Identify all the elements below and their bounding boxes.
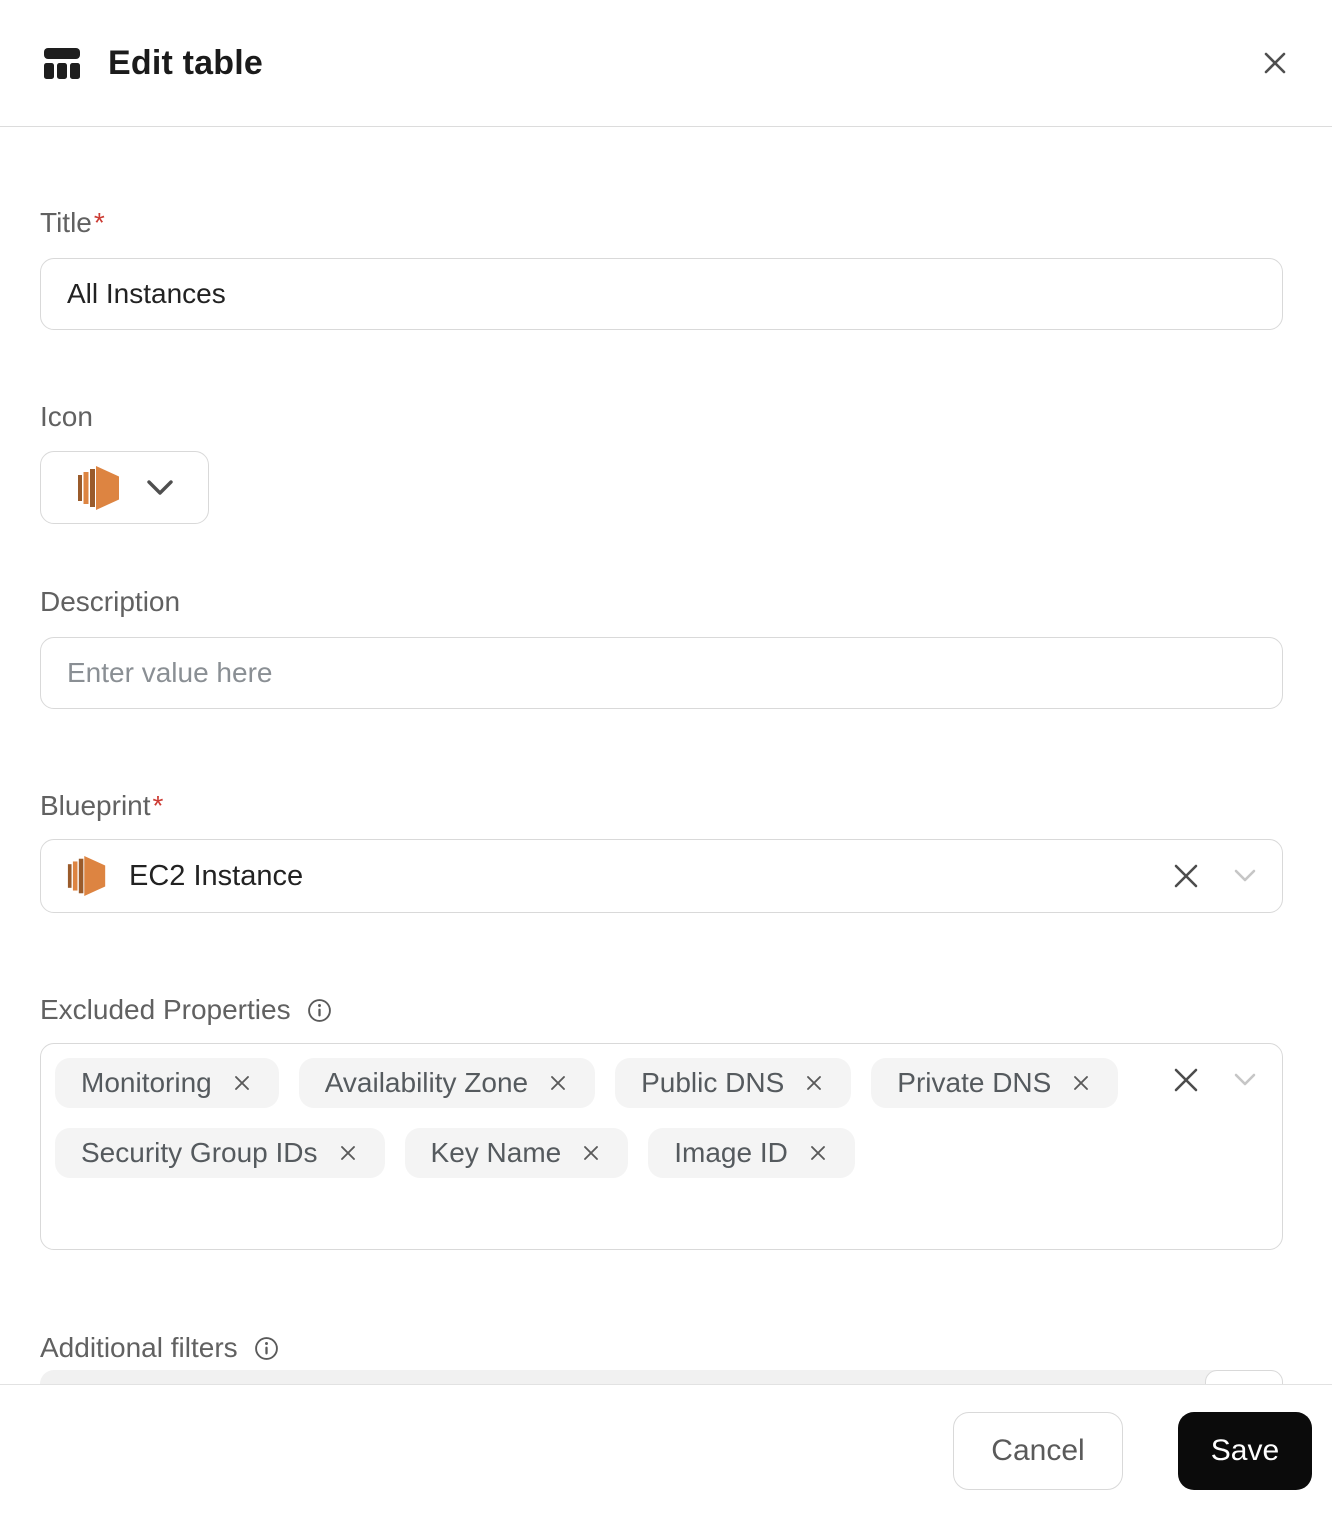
icon-label: Icon xyxy=(40,401,93,432)
excluded-tag-label: Image ID xyxy=(674,1137,788,1168)
description-label: Description xyxy=(40,586,181,617)
excluded-tag xyxy=(299,1058,595,1108)
excluded-tag xyxy=(55,1058,279,1108)
excluded-tag-label: Availability Zone xyxy=(324,1067,529,1098)
modal-footer xyxy=(0,1384,1332,1522)
excluded-tag-label: Private DNS xyxy=(897,1067,1052,1098)
excluded-tag xyxy=(55,1128,385,1178)
chevron-down-icon[interactable] xyxy=(1234,869,1256,883)
aws-ec2-icon xyxy=(67,854,107,898)
blueprint-select[interactable] xyxy=(40,839,1283,913)
page-title: Edit table xyxy=(108,43,264,82)
chevron-down-icon[interactable] xyxy=(1234,1073,1256,1087)
info-icon xyxy=(254,1336,279,1361)
close-icon xyxy=(1259,47,1291,79)
required-asterisk: * xyxy=(152,790,164,821)
excluded-properties-label: Excluded Properties xyxy=(40,992,1283,1028)
blueprint-value: EC2 Instance xyxy=(129,859,304,892)
excluded-properties-multiselect[interactable] xyxy=(40,1043,1283,1250)
remove-tag-icon[interactable] xyxy=(337,1142,359,1164)
excluded-tag-label: Key Name xyxy=(430,1137,562,1168)
remove-tag-icon[interactable] xyxy=(580,1142,602,1164)
remove-tag-icon[interactable] xyxy=(231,1072,253,1094)
save-button[interactable]: Save xyxy=(1178,1412,1312,1490)
excluded-tag-label: Security Group IDs xyxy=(81,1137,318,1168)
info-icon xyxy=(307,998,332,1023)
remove-tag-icon[interactable] xyxy=(547,1072,569,1094)
excluded-tag xyxy=(615,1058,851,1108)
excluded-tags xyxy=(55,1058,1132,1178)
chevron-down-icon xyxy=(147,480,173,496)
clear-selection-icon[interactable] xyxy=(1172,862,1200,890)
cancel-button[interactable]: Cancel xyxy=(953,1412,1123,1490)
additional-filters-label: Additional filters xyxy=(40,1330,1283,1366)
modal-body xyxy=(0,127,1332,1522)
excluded-tag-label: Monitoring xyxy=(81,1067,212,1098)
excluded-tag xyxy=(871,1058,1118,1108)
description-input[interactable] xyxy=(40,637,1283,709)
remove-tag-icon[interactable] xyxy=(1070,1072,1092,1094)
close-button[interactable] xyxy=(1253,41,1297,85)
icon-picker-dropdown[interactable] xyxy=(40,451,209,524)
remove-tag-icon[interactable] xyxy=(807,1142,829,1164)
aws-ec2-icon xyxy=(77,464,121,512)
clear-all-icon[interactable] xyxy=(1172,1066,1200,1094)
excluded-tag xyxy=(405,1128,629,1178)
title-label: Title * xyxy=(40,205,1283,241)
title-input[interactable] xyxy=(40,258,1283,330)
modal-header xyxy=(0,0,1332,127)
excluded-tag xyxy=(648,1128,855,1178)
table-icon xyxy=(42,43,82,83)
remove-tag-icon[interactable] xyxy=(803,1072,825,1094)
excluded-tag-label: Public DNS xyxy=(641,1067,785,1098)
blueprint-label: Blueprint * xyxy=(40,788,1283,824)
required-asterisk: * xyxy=(93,207,105,238)
